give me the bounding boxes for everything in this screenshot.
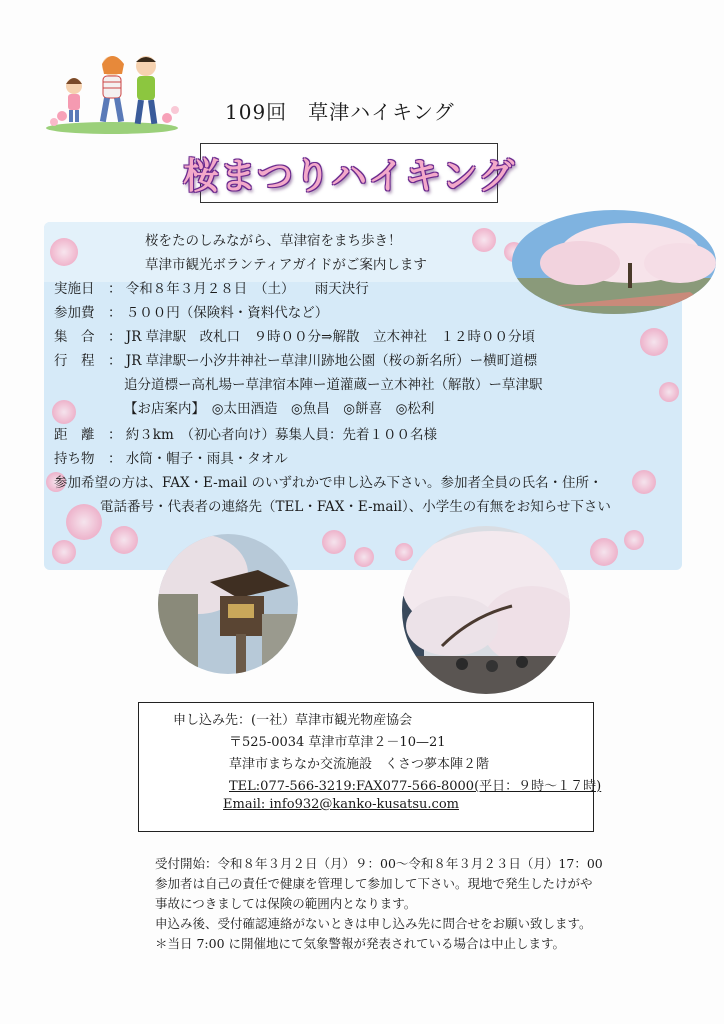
- date-label: 実施日: [54, 281, 95, 297]
- meet-label: 集 合: [54, 329, 95, 345]
- distance-label: 距 離: [54, 427, 95, 443]
- apply-line-2: 電話番号・代表者の連絡先（TEL・FAX・E-mail）、小学生の有無をお知らせ下さい: [100, 499, 611, 515]
- contact-box: [138, 702, 602, 832]
- main-title: 桜まつりハイキング: [183, 154, 515, 197]
- note-line-2: 参加者は自己の責任で健康を管理して参加して下さい。現地で発生したけがや: [155, 876, 593, 891]
- meet-row: 集 合 ： JR 草津駅 改札口 ９時００分⇒解散 立木神社 １２時００分頃: [54, 329, 535, 345]
- distance-value: 約３km （初心者向け）募集人員：先着１００名様: [125, 427, 438, 443]
- route-value-1: JR 草津駅ー小汐井神社ー草津川跡地公園（桜の新名所）ー横町道標: [125, 353, 538, 369]
- items-row: 持ち物 ： 水筒・帽子・雨具・タオル: [54, 451, 288, 467]
- contact-tel: TEL:077-566-3219:FAX077-566-8000(平日：９時～１７時): [229, 779, 602, 794]
- intro-line-2: 草津市観光ボランティアガイドがご案内します: [145, 257, 427, 273]
- date-value: 令和８年３月２８日 （土） 雨天決行: [125, 281, 369, 297]
- items-label: 持ち物: [54, 451, 95, 467]
- fee-label: 参加費: [54, 305, 95, 321]
- route-label: 行 程: [54, 353, 95, 369]
- main-title-box: [183, 143, 515, 203]
- shops-line: 【お店案内】 ◎太田酒造 ◎魚昌 ◎餅喜 ◎松利: [124, 401, 435, 417]
- cherry-blossom-riverside-photo: [510, 208, 718, 316]
- note-line-4: 申込み後、受付確認連絡がないときは申し込み先に問合せをお願い致します。: [155, 916, 592, 931]
- note-line-5: ＊当日 7:00 に開催地にて気象警報が発表されている場合は中止します。: [155, 936, 566, 951]
- distance-row: 距 離 ： 約３km （初心者向け）募集人員：先着１００名様: [54, 427, 438, 443]
- fee-value: ５００円（保険料・資料代など）: [125, 305, 329, 321]
- intro-line-1: 桜をたのしみながら、草津宿をまち歩き！: [145, 233, 402, 249]
- contact-email[interactable]: Email: info932@kanko-kusatsu.com: [223, 797, 459, 812]
- route-value-2: 追分道標ー高札場ー草津宿本陣ー道灌蔵ー立木神社（解散）ー草津駅: [124, 377, 543, 393]
- date-row: 実施日 ： 令和８年３月２８日 （土） 雨天決行: [54, 281, 369, 297]
- shrine-lantern-photo: [158, 534, 298, 674]
- cherry-blossom-crowd-photo: [402, 526, 570, 694]
- fee-row: 参加費 ： ５００円（保険料・資料代など）: [54, 305, 329, 321]
- apply-line-1: 参加希望の方は、FAX・E-mail のいずれかで申し込み下さい。参加者全員の氏名・住所・: [54, 475, 603, 491]
- contact-facility: 草津市まちなか交流施設 くさつ夢本陣２階: [229, 757, 490, 772]
- meet-value: JR 草津駅 改札口 ９時００分⇒解散 立木神社 １２時００分頃: [125, 329, 535, 345]
- route-row: 行 程 ： JR 草津駅ー小汐井神社ー草津川跡地公園（桜の新名所）ー横町道標: [54, 353, 538, 369]
- note-line-3: 事故につきましては保険の範囲内となります。: [155, 896, 417, 911]
- contact-label: 申し込み先：(一社）草津市観光物産協会: [173, 713, 413, 728]
- note-line-1: 受付開始：令和８年３月２日（月）９：00～令和８年３月２３日（月）17：00: [155, 856, 603, 871]
- family-walking-illustration: [42, 46, 182, 136]
- hiking-number-title: 109回 草津ハイキング: [225, 100, 455, 124]
- contact-postal: 〒525-0034 草津市草津２－10—21: [229, 735, 446, 750]
- items-value: 水筒・帽子・雨具・タオル: [125, 451, 288, 467]
